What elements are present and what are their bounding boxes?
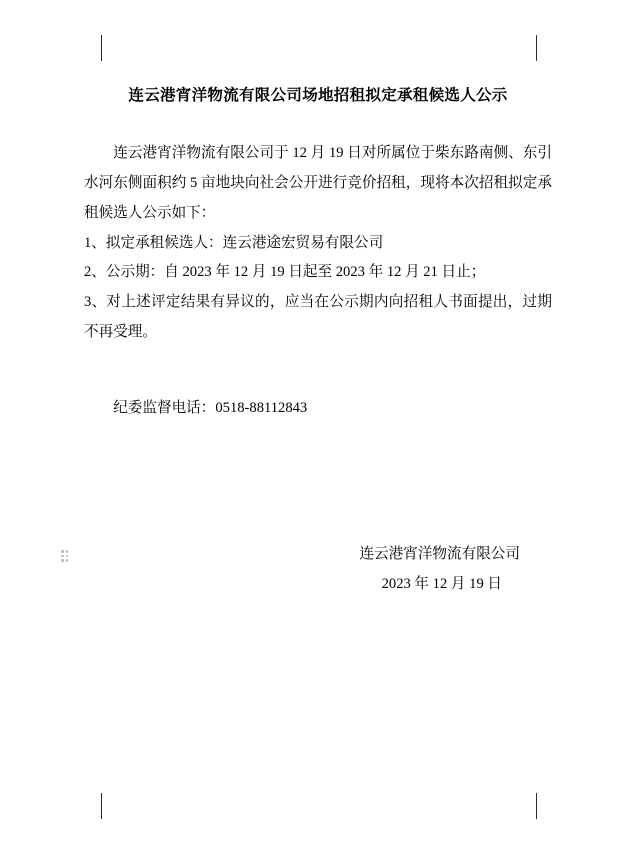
signature-company: 连云港宵洋物流有限公司	[359, 546, 520, 563]
signature-block	[84, 540, 552, 600]
body-paragraph-1: 连云港宵洋物流有限公司于 12 月 19 日对所属位于柴东路南侧、东引水河东侧面积约 5 亩地块向社会公开进行竞价招租，现将本次招租拟定承租候选人公示如下：	[84, 144, 552, 221]
supervision-phone: 纪委监督电话：0518-88112843	[113, 400, 308, 417]
document-content	[84, 62, 552, 600]
body-paragraph-2: 1、拟定承租候选人：连云港途宏贸易有限公司	[84, 234, 384, 251]
crop-mark-bottom-right	[536, 793, 537, 819]
signature-date: 2023 年 12 月 19 日	[381, 575, 502, 592]
crop-mark-top-right	[536, 35, 537, 61]
page-title: 连云港宵洋物流有限公司场地招租拟定承租候选人公示	[128, 87, 508, 104]
document-body	[84, 139, 552, 348]
body-paragraph-4: 3、对上述评定结果有异议的，应当在公示期内向招租人书面提出，过期不再受理。	[84, 294, 552, 341]
drag-handle-dots[interactable]	[61, 550, 70, 562]
body-paragraph-3: 2、公示期：自 2023 年 12 月 19 日起至 2023 年 12 月 21 日止；	[84, 264, 486, 281]
crop-mark-top-left	[101, 35, 102, 61]
crop-mark-bottom-left	[101, 793, 102, 819]
